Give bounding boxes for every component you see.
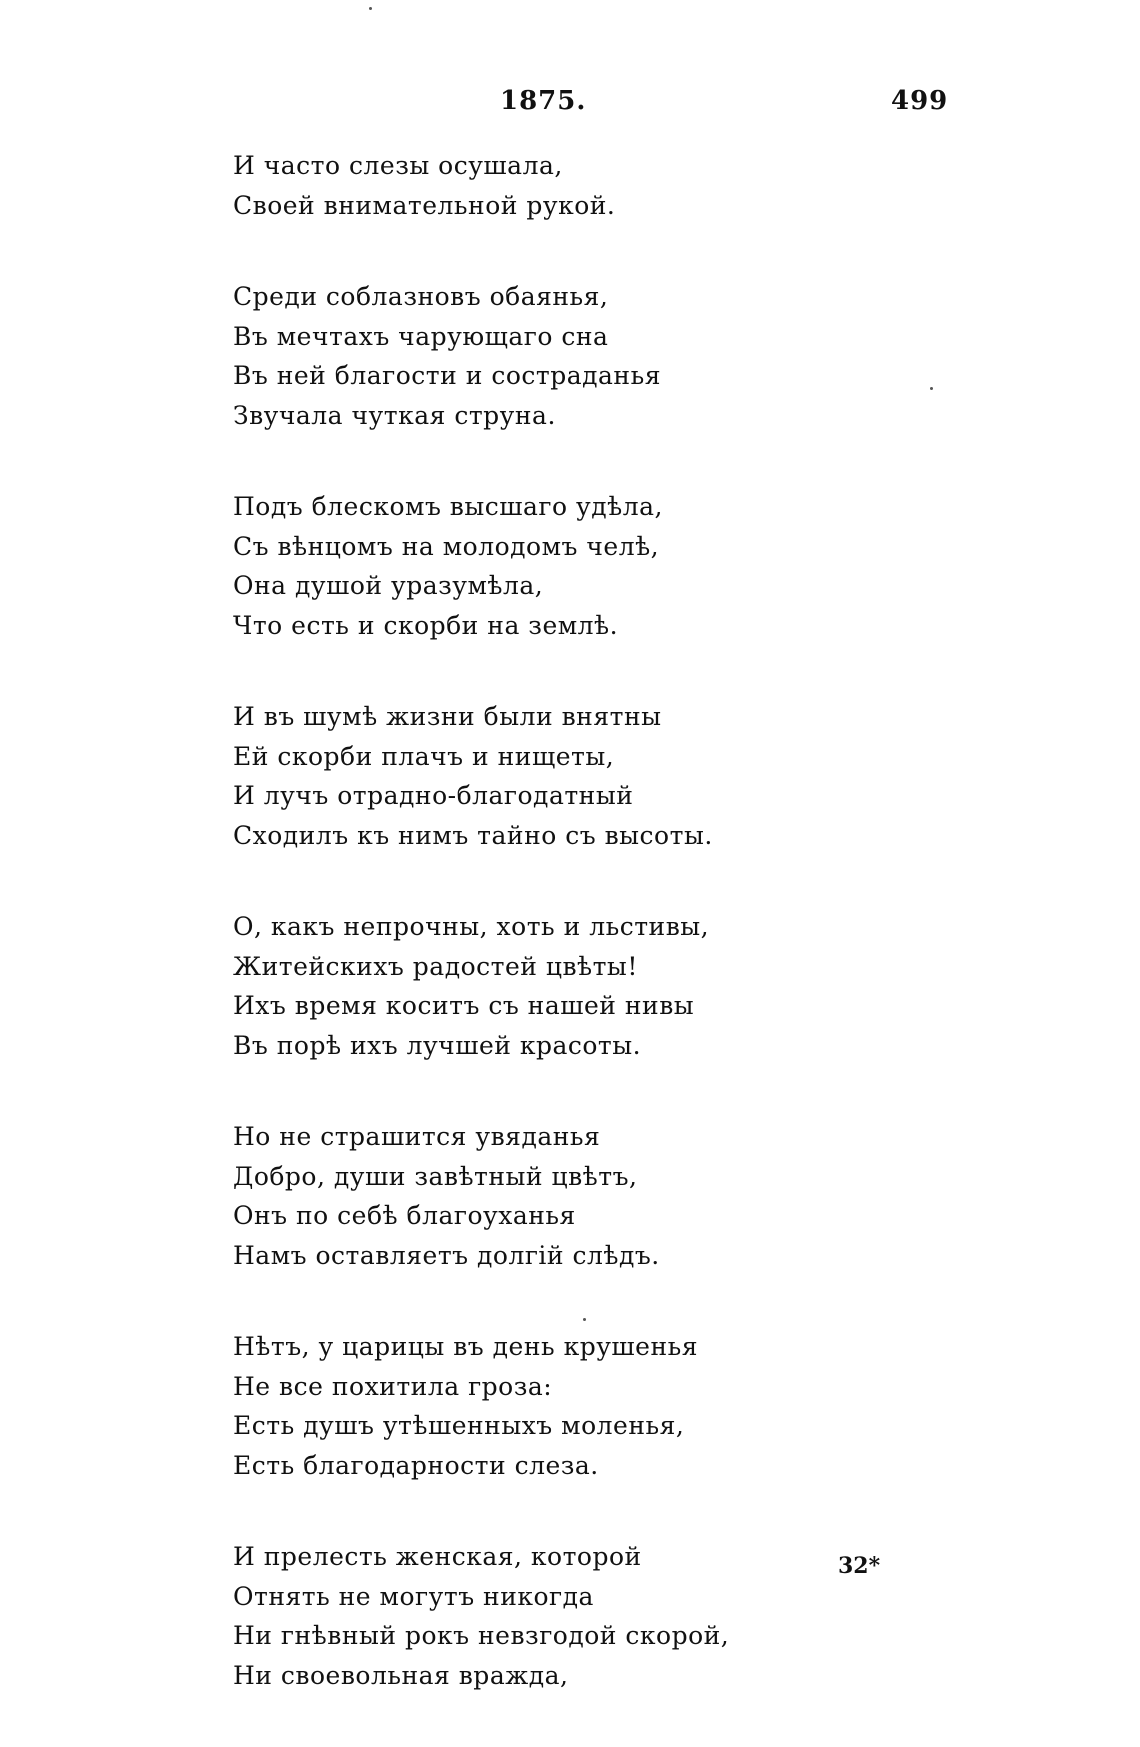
poem-line: Ни своевольная вражда, [233,1660,569,1690]
stanza [233,277,833,435]
poem-line: Отнять не могутъ никогда [233,1581,594,1611]
poem-line: Что есть и скорби на землѣ. [233,610,619,640]
stanza [233,907,833,1065]
stanza [233,697,833,855]
poem-line: Ей скорби плачъ и нищеты, [233,741,615,771]
poem-line: О, какъ непрочны, хоть и льстивы, [233,912,710,941]
poem-line: Онъ по себѣ благоуханья [233,1201,576,1230]
poem-line: Она душой уразумѣла, [233,571,544,600]
poem-line: Своей внимательной рукой. [233,190,616,220]
poem-line: Ихъ время коситъ съ нашей нивы [233,991,695,1020]
poem-line: Есть благодарности слеза. [233,1450,599,1480]
poem-line: Въ порѣ ихъ лучшей красоты. [233,1030,642,1060]
poem-line: Не все похитила гроза: [233,1371,553,1401]
poem-line: И въ шумѣ жизни были внятны [233,702,662,731]
poem-line: Въ ней благости и состраданья [233,361,661,390]
poem-line: И часто слезы осушала, [233,151,563,180]
poem-text [233,146,833,1747]
poem-line: Есть душъ утѣшенныхъ моленья, [233,1411,685,1440]
poem-line: Среди соблазновъ обаянья, [233,282,609,311]
stanza [233,146,833,225]
page-number: 499 [891,86,949,116]
poem-line: Нѣтъ, у царицы въ день крушенья [233,1332,698,1361]
stanza [233,1327,833,1485]
running-head-year: 1875. [500,86,587,116]
poem-line: Въ мечтахъ чарующаго сна [233,321,609,351]
poem-line: Подъ блескомъ высшаго удѣла, [233,492,663,521]
poem-line: Но не страшится увяданья [233,1122,601,1151]
stanza [233,1537,833,1695]
poem-line: И лучъ отрадно-благодатный [233,781,634,810]
poem-line: Добро, души завѣтный цвѣтъ, [233,1161,638,1191]
stanza [233,487,833,645]
stanza [233,1117,833,1275]
scan-speck [583,1318,586,1321]
scan-speck [930,387,933,390]
poem-line: Ни гнѣвный рокъ невзгодой скорой, [233,1621,730,1650]
poem-line: Сходилъ къ нимъ тайно съ высоты. [233,820,713,850]
scan-speck [369,7,372,10]
printer-signature-mark: 32* [838,1553,881,1579]
poem-line: Намъ оставляетъ долгій слѣдъ. [233,1240,660,1270]
poem-line: Съ вѣнцомъ на молодомъ челѣ, [233,531,660,561]
poem-line: Житейскихъ радостей цвѣты! [233,951,638,981]
poem-line: Звучала чуткая струна. [233,400,556,430]
poem-line: И прелесть женская, которой [233,1542,642,1571]
